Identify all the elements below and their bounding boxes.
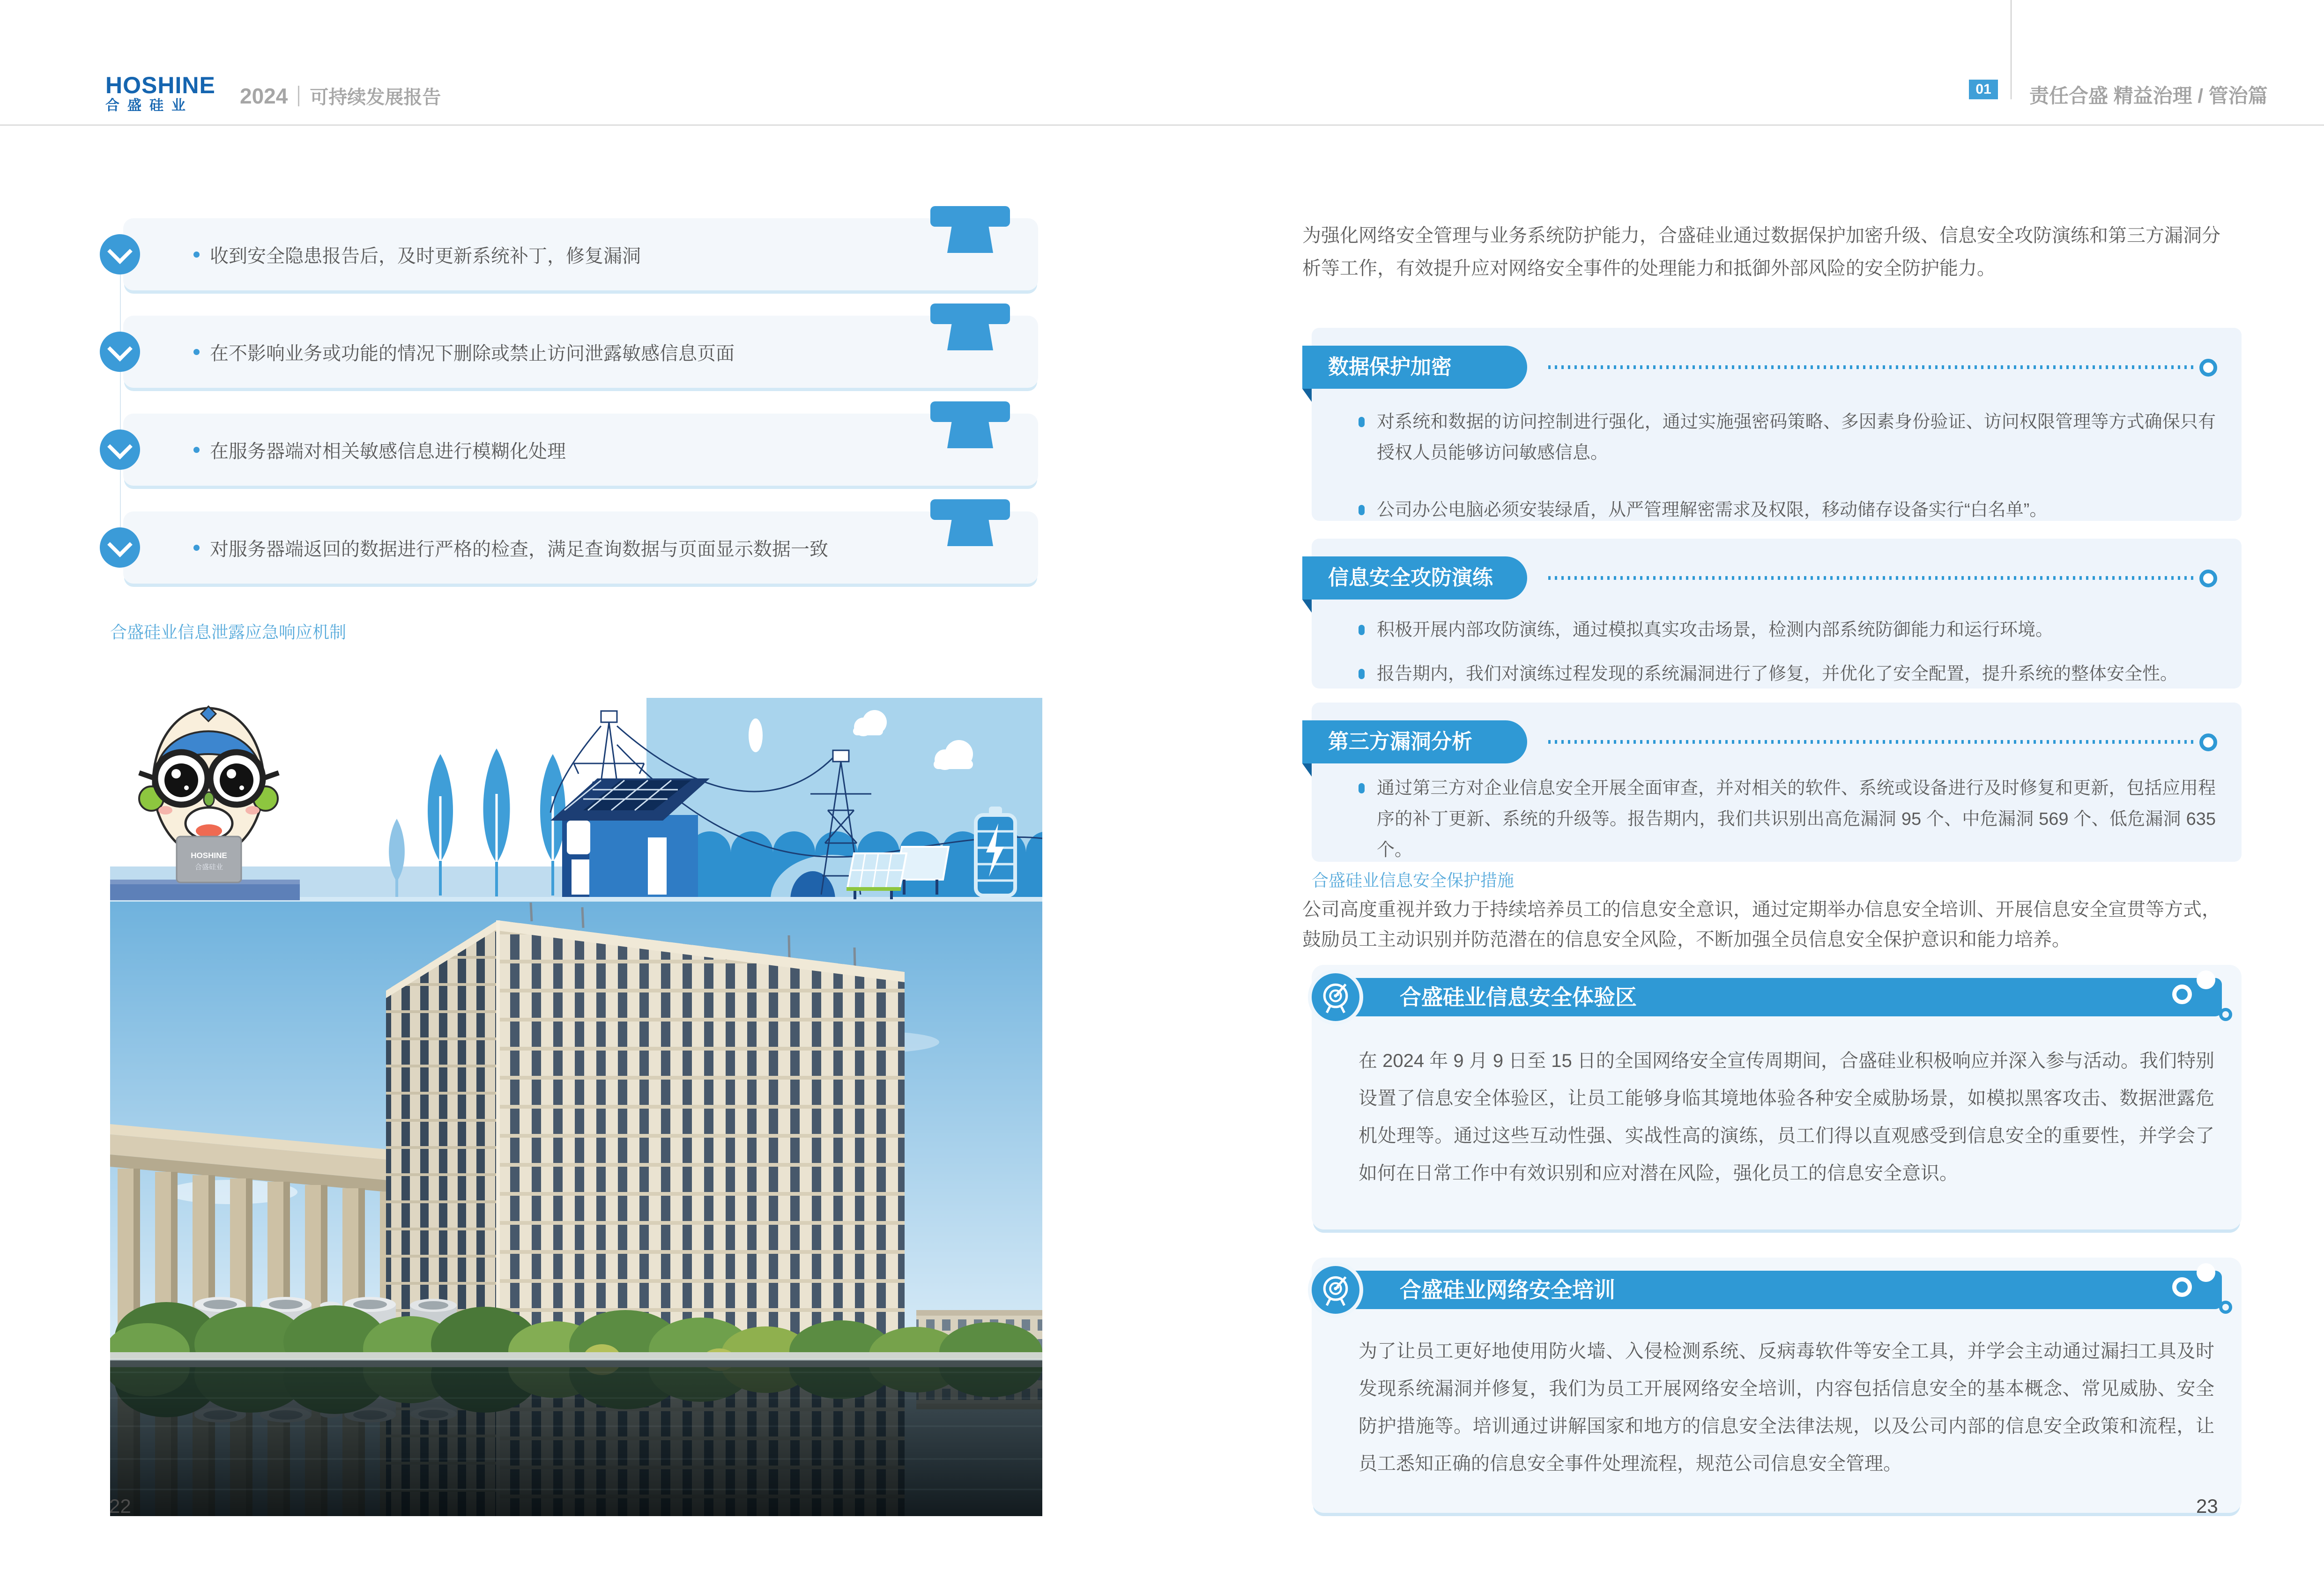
deco-circle-small: [2219, 1008, 2232, 1021]
report-year: 2024: [240, 83, 288, 108]
chevron-down-icon: [107, 532, 133, 557]
section-title: 第三方漏洞分析: [1328, 730, 1472, 753]
intro-paragraph: 为强化网络安全管理与业务系统防护能力，合盛硅业通过数据保护加密升级、信息安全攻防演练和第三方漏洞分析等工作，有效提升应对网络安全事件的处理能力和抵御外部风险的安全防护能力。: [1302, 225, 2220, 279]
chevron-down-icon: [107, 336, 133, 362]
case-box-security-training: [1312, 1258, 2242, 1513]
checklist-text: 在不影响业务或功能的情况下删除或禁止访问泄露敏感信息页面: [210, 343, 735, 364]
chevron-circle: [100, 332, 140, 372]
chevron-down-icon: [107, 239, 133, 264]
page-number-left: 22: [109, 1495, 131, 1517]
laptop-brand-label: HOSHINE: [191, 851, 227, 860]
section-title-pill: [1302, 346, 1527, 389]
checklist-connector-line: [120, 254, 121, 548]
section-title: 信息安全攻防演练: [1328, 566, 1493, 589]
checklist-text: 对服务器端返回的数据进行严格的检查，满足查询数据与页面显示数据一致: [210, 539, 828, 560]
bullet-text: 积极开展内部攻防演练，通过模拟真实攻击场景，检测内部系统防御能力和运行环境。: [1377, 620, 2054, 640]
chevron-down-icon: [107, 434, 133, 459]
case-body: 在 2024 年 9 月 9 日至 15 日的全国网络安全宣传周期间，合盛硅业积极响应并深入参与活动。我们特别设置了信息安全体验区，让员工能够身临其境地体验各种安全威胁场景，如模拟黑客攻击、数据泄露危机处理等。通过这些互动性强、实战性高的演练，员工们得以直观感受到信息安全的重要性，并学会了如何在日常工作中有效识别和应对潜在风险，强化员工的信息安全意识。: [1359, 1051, 2214, 1184]
building-photo: [110, 902, 1042, 1516]
bullet-row: [1359, 659, 2216, 689]
chevron-circle: [100, 527, 140, 568]
case-box-experience-zone: [1312, 965, 2242, 1229]
bullet-dot: [193, 447, 200, 453]
bullet-text: 公司办公电脑必须安装绿盾，从严管理解密需求及权限，移动储存设备实行“白名单”。: [1377, 500, 2048, 520]
checklist-item: [123, 218, 1038, 290]
target-icon: [1308, 1262, 1363, 1318]
bullet-dot: [1359, 783, 1365, 793]
bullet-dot: [1359, 417, 1365, 427]
hoshine-logo: [105, 72, 215, 114]
clip-ornament: [930, 206, 1010, 255]
deco-circle-ring: [2172, 985, 2192, 1004]
deco-circle-filled: [2197, 970, 2215, 989]
dotted-leader: [1548, 576, 2195, 580]
battery-icon: [976, 807, 1015, 896]
deco-circle-ring: [2172, 1277, 2192, 1297]
checklist-item: [123, 316, 1038, 388]
bullet-dot: [193, 252, 200, 258]
checklist-text: 在服务器端对相关敏感信息进行模糊化处理: [210, 441, 566, 462]
leader-end-ring: [2199, 570, 2217, 587]
bullet-dot: [193, 545, 200, 551]
section-title-pill: [1302, 556, 1527, 600]
leader-end-ring: [2199, 733, 2217, 751]
case-body: 为了让员工更好地使用防火墙、入侵检测系统、反病毒软件等安全工具，并学会主动通过漏扫工具及时发现系统漏洞并修复，我们为员工开展网络安全培训，内容包括信息安全的基本概念、常见威胁、安全防护措施等。培训通过讲解国家和地方的信息安全法律法规，以及公司内部的信息安全政策和流程，让员工悉知正确的信息安全事件处理流程，规范公司信息安全管理。: [1359, 1341, 2214, 1474]
checklist-text: 收到安全隐患报告后，及时更新系统补丁，修复漏洞: [210, 245, 641, 267]
dotted-leader: [1548, 740, 2195, 744]
bullet-dot: [1359, 669, 1365, 679]
mascot-illustration: [110, 698, 1042, 902]
bullet-row: [1359, 615, 2216, 645]
report-header-left: [240, 82, 441, 109]
clip-ornament: [930, 304, 1010, 352]
laptop-brand-cn-label: 合盛硅业: [194, 863, 223, 871]
section-attack-defense-drill: [1312, 539, 2242, 689]
logo-wordmark: HOSHINE: [105, 72, 215, 98]
deco-circle-filled: [2197, 1263, 2215, 1282]
awareness-paragraph: 公司高度重视并致力于持续培养员工的信息安全意识，通过定期举办信息安全培训、开展信息安全宣贯等方式，鼓励员工主动识别并防范潜在的信息安全风险，不断加强全员信息安全保护意识和能力培养。: [1302, 899, 2220, 950]
section-title: 数据保护加密: [1328, 355, 1452, 378]
laptop: [177, 837, 241, 882]
leader-end-ring: [2199, 359, 2217, 377]
bullet-dot: [1359, 505, 1365, 515]
checklist-item: [123, 414, 1038, 486]
logo-chinese: 合盛硅业: [105, 98, 193, 113]
figure-caption-left: 合盛硅业信息泄露应急响应机制: [110, 622, 347, 642]
bullet-row: [1359, 495, 2216, 526]
target-icon: [1308, 970, 1363, 1025]
figure-caption-right: 合盛硅业信息安全保护措施: [1312, 871, 1515, 890]
pill-fold: [1302, 600, 1312, 613]
header-vertical-rule: [2011, 0, 2012, 99]
case-title-bar: [1339, 978, 2222, 1016]
page-number-right: 23: [2196, 1495, 2218, 1517]
chevron-circle: [100, 429, 140, 470]
case-title: 合盛硅业网络安全培训: [1400, 1278, 1615, 1302]
bullet-row: [1359, 773, 2216, 866]
section-data-encryption: [1312, 328, 2242, 521]
report-title: 可持续发展报告: [310, 87, 441, 108]
clip-ornament: [930, 401, 1010, 450]
section-title-pill: [1302, 720, 1527, 763]
pill-fold: [1302, 763, 1312, 777]
chapter-number-badge: 01: [1969, 80, 1998, 99]
bullet-dot: [193, 349, 200, 355]
bullet-dot: [1359, 625, 1365, 635]
bullet-text: 报告期内，我们对演练过程发现的系统漏洞进行了修复，并优化了安全配置，提升系统的整体安全性。: [1377, 664, 2178, 684]
deco-circle-small: [2219, 1301, 2232, 1314]
dotted-leader: [1548, 365, 2195, 369]
checklist-item: [123, 511, 1038, 584]
header-divider: [298, 86, 299, 106]
case-title: 合盛硅业信息安全体验区: [1400, 985, 1637, 1009]
section-third-party-vulnerability: [1312, 703, 2242, 862]
bullet-row: [1359, 407, 2216, 468]
bullet-text: 通过第三方对企业信息安全开展全面审查，并对相关的软件、系统或设备进行及时修复和更新，包括应用程序的补丁更新、系统的升级等。报告期内，我们共识别出高危漏洞 95 个、中危漏洞 569 个、低危漏洞 635 个。: [1377, 778, 2216, 860]
case-title-bar: [1339, 1271, 2222, 1309]
bullet-text: 对系统和数据的访问控制进行强化，通过实施强密码策略、多因素身份验证、访问权限管理等方式确保只有授权人员能够访问敏感信息。: [1377, 412, 2216, 463]
pill-fold: [1302, 389, 1312, 402]
header-rule: [0, 125, 2324, 126]
clip-ornament: [930, 499, 1010, 548]
chapter-title: 责任合盛 精益治理 / 管治篇: [2029, 85, 2268, 107]
chevron-circle: [100, 234, 140, 274]
